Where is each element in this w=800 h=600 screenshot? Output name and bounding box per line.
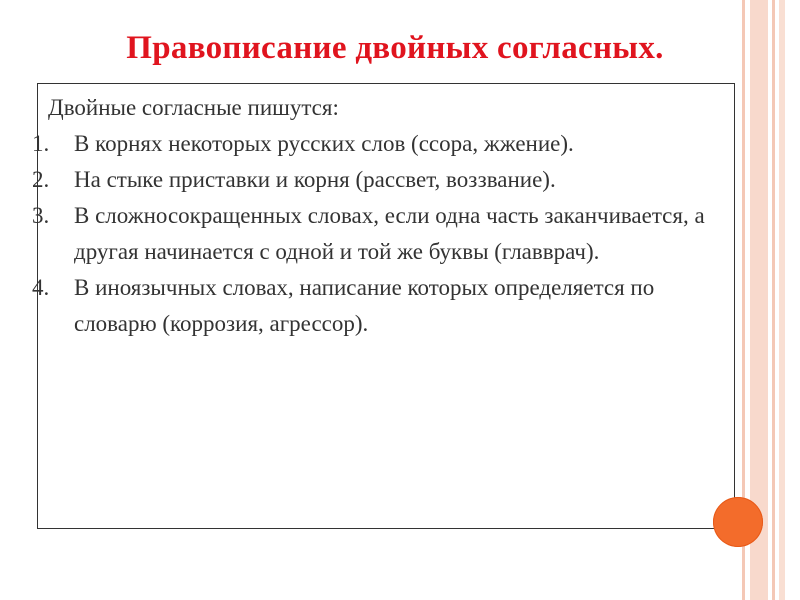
decorative-stripe [772, 0, 775, 600]
list-item [32, 162, 740, 198]
list-item-text: На стыке приставки и корня (рассвет, воззвание). [74, 167, 556, 192]
list-number: 3. [32, 203, 50, 228]
rules-list [32, 126, 740, 342]
orange-circle-decoration [713, 497, 763, 547]
list-item [32, 126, 740, 162]
slide-title: Правописание двойных согласных. [126, 30, 664, 66]
list-item-text: В иноязычных словах, написание которых определяется по словарю (коррозия, агрессор). [74, 275, 655, 336]
list-number: 4. [32, 275, 50, 300]
list-item [32, 198, 740, 270]
list-number: 2. [32, 167, 50, 192]
slide-content [32, 90, 740, 342]
list-number: 1. [32, 131, 50, 156]
intro-text: Двойные согласные пишутся: [48, 95, 339, 120]
decorative-stripe [779, 0, 785, 600]
list-item-text: В корнях некоторых русских слов (ссора, жжение). [74, 131, 574, 156]
list-item-text: В сложносокращенных словах, если одна часть заканчивается, а другая начинается с одной и той же буквы (главврач). [74, 203, 705, 264]
list-item [32, 270, 740, 342]
